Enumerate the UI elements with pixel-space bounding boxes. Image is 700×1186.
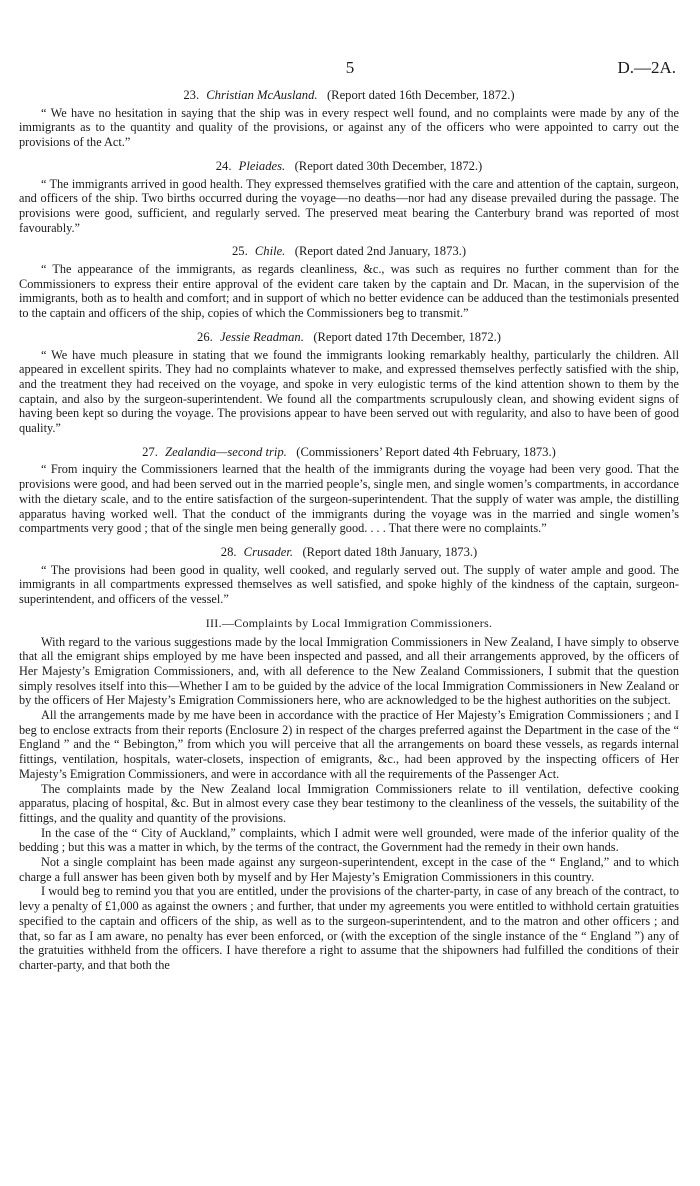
report-number: 26. (197, 329, 213, 344)
ship-name: Chile. (254, 244, 286, 259)
report-heading (19, 244, 679, 259)
report-date: (Report dated 18th January, 1873.) (302, 544, 478, 559)
report-heading (19, 159, 679, 174)
report-heading (19, 330, 679, 345)
page-number: 5 (345, 58, 355, 77)
report-text: “ The immigrants arrived in good health. They expressed themselves gratified with the care and attention of the captain, surgeon, and officers of the ship. Two births occurred during the voyage—no deaths—nor had any disease prevailed during the passage. The provisions were good, sufficient, and regularly served. The preserved meat bearing the Canterbury brand was reported of most favourably.” (19, 176, 679, 235)
report-entry (19, 88, 679, 150)
report-number: 23. (183, 88, 200, 102)
section-heading: III.—Complaints by Local Immigration Commissioners. (205, 615, 493, 630)
section-paragraph: The complaints made by the New Zealand local Immigration Commissioners relate to ill ventilation, defective cooking apparatus, placing of hospital, &c. But in almost every case they bear testimony to the cleanliness of the vessels, the suitability of the fittings, and the quality and quantity of the provisions. (19, 781, 679, 825)
report-number: 28. (220, 544, 237, 559)
report-number: 27. (142, 444, 158, 459)
report-number: 24. (215, 158, 232, 173)
report-text: “ From inquiry the Commissioners learned that the health of the immigrants during the voyage had been very good. That the provisions were good, and had been served out in the married people’s, single men, and single women’s compartments, in accordance with the dietary scale, and to the entire satisfaction of the surgeon-superintendent. That the supply of water was ample, the distilling apparatus having worked well. That the conduct of the immigrants during the voyage was in the married and single women’s compartments very good ; that of the single men being generally good. . . . That there were no complaints.” (19, 462, 679, 536)
report-text: “ We have no hesitation in saying that the ship was in every respect well found, and no complaints were made by any of the immigrants as to the quantity and quality of the provisions, or against any of the officers who were appointed to carry out the provisions of the Act.” (19, 105, 679, 150)
report-text: “ We have much pleasure in stating that we found the immigrants looking remarkably healthy, particularly the children. All appeared in excellent spirits. They had no complaints whatever to make, and expressed themselves perfectly satisfied with the ship, and the treatment they had received on the voyage, and spoke in very eulogistic terms of the kind attention shown to them by the captain, and also by the surgeon-superintendent. We found all the compartments scrupulously clean, and showing evident signs of having been kept so during the voyage. The provisions appear to have been served out with regularity, and also to have been of good quality.” (19, 347, 679, 436)
ship-name: Christian McAusland. (206, 88, 318, 102)
section-paragraph: In the case of the “ City of Auckland,” complaints, which I admit were well grounded, were made of the inferior quality of the bedding ; but this was a matter in which, by the terms of the contract, the Government had the remedy in their own hands. (19, 825, 679, 855)
ship-name: Crusader. (243, 544, 294, 559)
report-text: “ The appearance of the immigrants, as regards cleanliness, &c., was such as requires no further comment than for the Commissioners to express their entire approval of the evident care taken by the captain and Dr. Macan, in the supervision of the immigrants, both as to health and comfort; and in support of which no better evidence can be adduced than the testimonials presented to the captain and officers of the ship, copies of which the Commissioners beg to transmit.” (19, 262, 679, 321)
document-reference: D.—2A. (617, 58, 676, 77)
report-heading (19, 445, 679, 460)
report-text: “ The provisions had been good in quality, well cooked, and regularly served out. The supply of water ample and good. The immigrants in all compartments expressed themselves as well satisfied, and spoke highly of the kindness of the captain, surgeon-superintendent, and officers of the vessel.” (19, 562, 679, 607)
section-paragraph: I would beg to remind you that you are entitled, under the provisions of the charter-party, in case of any breach of the contract, to levy a penalty of £1,000 as against the owners ; and further, that under my agreements you were entitled to withhold certain gratuities specified to the captain and officers of the ship, as well as to the surgeon-superintendent, and to the matron and other officers ; and that, so far as I am aware, no penalty has ever been enforced, or (with the exception of the single instance of the “ England ”) any of the gratuities withheld from the officers. I have therefore a right to assume that the shipowners had fulfilled the conditions of their charter-party, and that both the (19, 884, 679, 972)
report-entry (19, 330, 679, 436)
report-entry (19, 545, 679, 607)
report-heading (19, 88, 679, 103)
report-entry (19, 244, 679, 321)
report-date: (Report dated 17th December, 1872.) (313, 329, 501, 344)
report-heading (19, 545, 679, 560)
ship-name: Zealandia—second trip. (165, 444, 287, 459)
ship-name: Pleiades. (238, 158, 286, 173)
section-paragraph: Not a single complaint has been made against any surgeon-superintendent, except in the case of the “ England,” and to which charge a full answer has been given both by myself and by Her Majesty’s Emigration Commissioners in this country. (19, 855, 679, 884)
report-date: (Commissioners’ Report dated 4th February, 1873.) (296, 444, 556, 459)
ship-name: Jessie Readman. (219, 329, 304, 344)
report-entry (19, 445, 679, 536)
report-number: 25. (231, 244, 248, 259)
report-entry (19, 159, 679, 236)
report-date: (Report dated 2nd January, 1873.) (294, 244, 467, 259)
report-date: (Report dated 30th December, 1872.) (294, 158, 483, 173)
section-paragraph: With regard to the various suggestions made by the local Immigration Commissioners in New Zealand, I have simply to observe that all the emigrant ships employed by me have been inspected and passed, and all their arrangements approved, by the officers of Her Majesty’s Emigration Commissioners, and, with all deference to the New Zealand Commissioners, I submit that the question simply resolves itself into this—Whether I am to be guided by the advice of the local Immigration Commissioners in New Zealand or by the officers of Her Majesty’s Emigration Commissioners here, who are acknowledged to be the highest authorities on the subject. (19, 634, 679, 708)
report-date: (Report dated 16th December, 1872.) (326, 88, 515, 102)
section-paragraph: All the arrangements made by me have been in accordance with the practice of Her Majesty’s Emigration Commissioners ; and I beg to enclose extracts from their reports (Enclosure 2) in respect of the charges preferred against the Department in the case of the “ England ” and the “ Bebington,” from which you will perceive that all the arrangements on board these vessels, as regards internal fittings, ventilation, hospitals, water-closets, inspection of emigrants, &c., had been approved by the inspecting officers of Her Majesty’s Emigration Commissioners, and were in accordance with all the requirements of the Passenger Act. (19, 708, 679, 781)
page-content (19, 88, 679, 973)
